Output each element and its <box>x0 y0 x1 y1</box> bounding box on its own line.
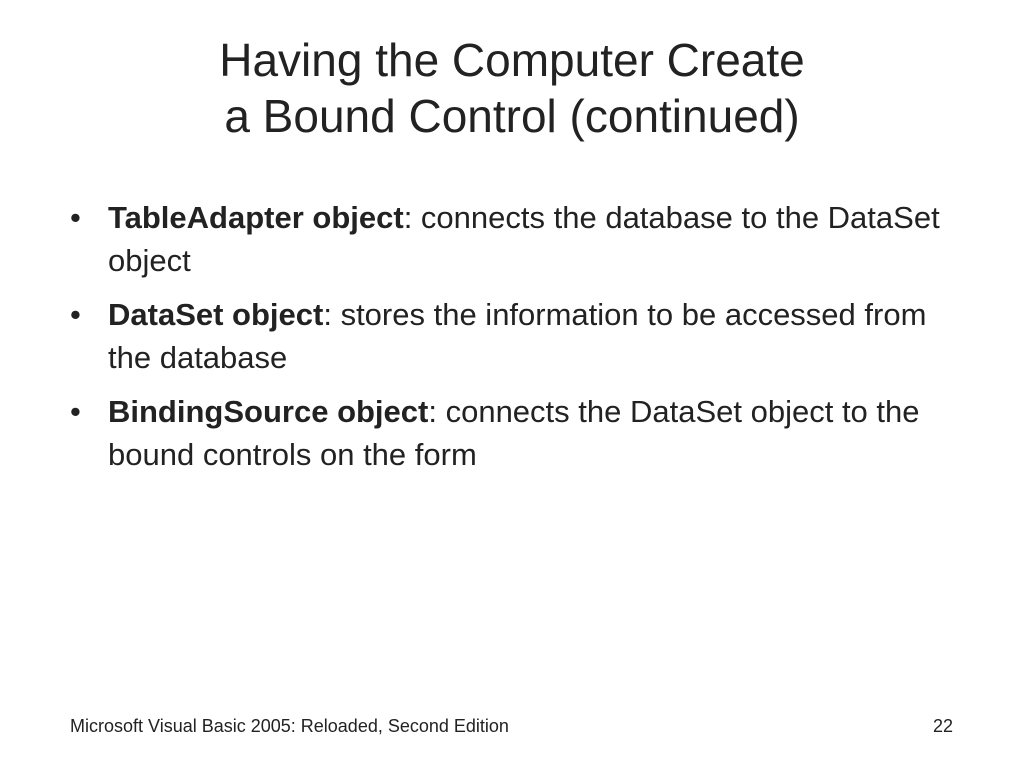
bullet-item-tableadapter <box>70 196 950 282</box>
bullet-item-dataset <box>70 293 950 379</box>
bullet-glyph: • <box>70 200 81 235</box>
bullet-description: : connects the database to the DataSet object <box>108 200 940 278</box>
page-number: 22 <box>932 716 953 736</box>
slide-title-line-1: Having the Computer Create <box>219 34 805 86</box>
bullet-term: TableAdapter object <box>108 200 404 235</box>
slide-title <box>0 32 1024 144</box>
bullet-description: : stores the information to be accessed from the database <box>108 297 927 375</box>
footer-text: Microsoft Visual Basic 2005: Reloaded, Second Edition <box>70 716 509 736</box>
bullet-glyph: • <box>70 394 81 429</box>
bullet-item-bindingsource <box>70 390 950 476</box>
bullet-list <box>70 196 950 487</box>
bullet-glyph: • <box>70 297 81 332</box>
slide-title-line-2: a Bound Control (continued) <box>224 90 800 142</box>
bullet-description: : connects the DataSet object to the bound controls on the form <box>108 394 920 472</box>
bullet-term: DataSet object <box>108 297 324 332</box>
bullet-term: BindingSource object <box>108 394 429 429</box>
